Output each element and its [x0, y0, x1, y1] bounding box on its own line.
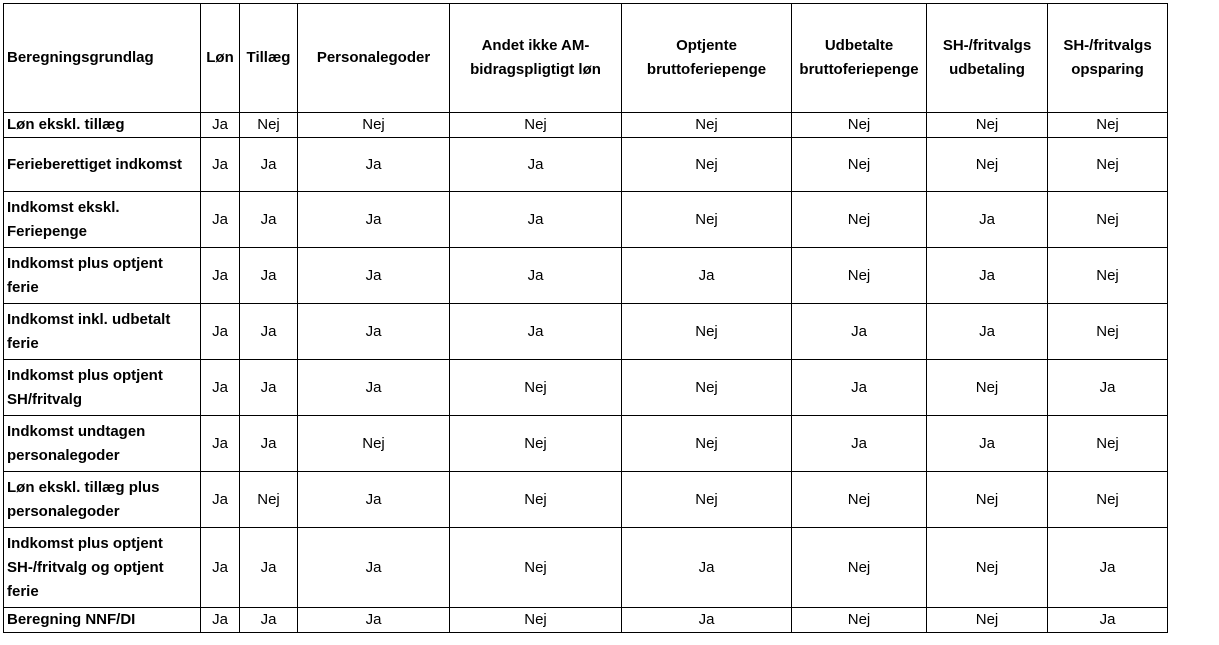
table-cell: Ja: [201, 416, 240, 472]
table-cell: Ja: [450, 248, 622, 304]
table-cell: Nej: [927, 472, 1048, 528]
table-cell: Ja: [240, 608, 298, 633]
table-cell: Ja: [622, 248, 792, 304]
table-row: [4, 192, 1168, 248]
row-label: Løn ekskl. tillæg plus personalegoder: [4, 472, 201, 528]
table-cell: Ja: [240, 138, 298, 192]
table-cell: Nej: [1048, 472, 1168, 528]
table-cell: Ja: [201, 528, 240, 608]
table-cell: Ja: [201, 113, 240, 138]
column-header: Optjente bruttoferiepenge: [622, 4, 792, 113]
column-header: SH-/fritvalgs udbetaling: [927, 4, 1048, 113]
table-cell: Ja: [201, 472, 240, 528]
table-cell: Ja: [201, 138, 240, 192]
table-cell: Ja: [1048, 360, 1168, 416]
header-row: [4, 4, 1168, 113]
table-cell: Nej: [792, 608, 927, 633]
table-cell: Nej: [240, 113, 298, 138]
table-cell: Ja: [1048, 528, 1168, 608]
table-cell: Nej: [450, 416, 622, 472]
table-cell: Nej: [927, 113, 1048, 138]
table-cell: Ja: [240, 304, 298, 360]
row-label: Indkomst plus optjent SH/fritvalg: [4, 360, 201, 416]
table-cell: Ja: [298, 304, 450, 360]
table-cell: Nej: [622, 304, 792, 360]
table-cell: Ja: [298, 360, 450, 416]
column-header: Tillæg: [240, 4, 298, 113]
table-cell: Nej: [622, 472, 792, 528]
row-label: Indkomst plus optjent SH-/fritvalg og optjent ferie: [4, 528, 201, 608]
row-label: Løn ekskl. tillæg: [4, 113, 201, 138]
table-cell: Nej: [792, 472, 927, 528]
table-cell: Nej: [927, 608, 1048, 633]
table-cell: Ja: [450, 192, 622, 248]
table-cell: Nej: [450, 113, 622, 138]
table-cell: Nej: [450, 472, 622, 528]
table-cell: Ja: [792, 416, 927, 472]
table-cell: Ja: [201, 304, 240, 360]
column-header: Udbetalte bruttoferiepenge: [792, 4, 927, 113]
table-cell: Nej: [792, 528, 927, 608]
table-cell: Nej: [622, 360, 792, 416]
calculation-basis-table: [3, 3, 1168, 633]
table-cell: Nej: [927, 360, 1048, 416]
table-row: [4, 138, 1168, 192]
table-cell: Nej: [622, 113, 792, 138]
table-row: [4, 360, 1168, 416]
table-row: [4, 528, 1168, 608]
table-cell: Nej: [450, 528, 622, 608]
table-cell: Nej: [792, 248, 927, 304]
table-cell: Ja: [298, 138, 450, 192]
column-header: Personalegoder: [298, 4, 450, 113]
table-row: [4, 304, 1168, 360]
row-label: Ferieberettiget indkomst: [4, 138, 201, 192]
table-cell: Ja: [201, 192, 240, 248]
row-label: Indkomst undtagen personalegoder: [4, 416, 201, 472]
table-cell: Nej: [450, 360, 622, 416]
table-cell: Ja: [450, 138, 622, 192]
table-cell: Ja: [240, 192, 298, 248]
table-row: [4, 472, 1168, 528]
table-cell: Ja: [1048, 608, 1168, 633]
table-cell: Ja: [927, 248, 1048, 304]
table-cell: Ja: [240, 416, 298, 472]
table-row: [4, 248, 1168, 304]
table-cell: Nej: [622, 416, 792, 472]
table-cell: Ja: [450, 304, 622, 360]
table-cell: Ja: [240, 360, 298, 416]
table-cell: Nej: [792, 113, 927, 138]
table-cell: Nej: [1048, 113, 1168, 138]
table-cell: Nej: [792, 138, 927, 192]
table-cell: Ja: [298, 608, 450, 633]
table-cell: Ja: [927, 304, 1048, 360]
table-cell: Ja: [792, 360, 927, 416]
column-header: SH-/fritvalgs opsparing: [1048, 4, 1168, 113]
table-cell: Ja: [201, 360, 240, 416]
table-cell: Nej: [927, 138, 1048, 192]
table-cell: Ja: [240, 528, 298, 608]
table-cell: Ja: [298, 248, 450, 304]
row-label: Beregning NNF/DI: [4, 608, 201, 633]
table-cell: Ja: [298, 192, 450, 248]
table-cell: Ja: [240, 248, 298, 304]
table-cell: Nej: [927, 528, 1048, 608]
table-cell: Nej: [298, 416, 450, 472]
table-cell: Ja: [622, 608, 792, 633]
column-header: Andet ikke AM-bidragspligtigt løn: [450, 4, 622, 113]
column-header: Beregningsgrundlag: [4, 4, 201, 113]
table-cell: Ja: [927, 416, 1048, 472]
table-cell: Ja: [298, 472, 450, 528]
table-cell: Nej: [450, 608, 622, 633]
row-label: Indkomst inkl. udbetalt ferie: [4, 304, 201, 360]
table-cell: Nej: [240, 472, 298, 528]
table-cell: Nej: [1048, 192, 1168, 248]
table-row: [4, 113, 1168, 138]
table-cell: Ja: [201, 248, 240, 304]
table-cell: Nej: [298, 113, 450, 138]
table-cell: Nej: [622, 192, 792, 248]
table-cell: Ja: [622, 528, 792, 608]
table-cell: Ja: [298, 528, 450, 608]
column-header: Løn: [201, 4, 240, 113]
table-cell: Ja: [201, 608, 240, 633]
table-cell: Nej: [1048, 138, 1168, 192]
table-row: [4, 416, 1168, 472]
row-label: Indkomst ekskl. Feriepenge: [4, 192, 201, 248]
table-cell: Nej: [1048, 304, 1168, 360]
table-cell: Nej: [622, 138, 792, 192]
table-row: [4, 608, 1168, 633]
table-cell: Nej: [792, 192, 927, 248]
row-label: Indkomst plus optjent ferie: [4, 248, 201, 304]
table-cell: Nej: [1048, 416, 1168, 472]
table-cell: Nej: [1048, 248, 1168, 304]
table-cell: Ja: [792, 304, 927, 360]
table-cell: Ja: [927, 192, 1048, 248]
